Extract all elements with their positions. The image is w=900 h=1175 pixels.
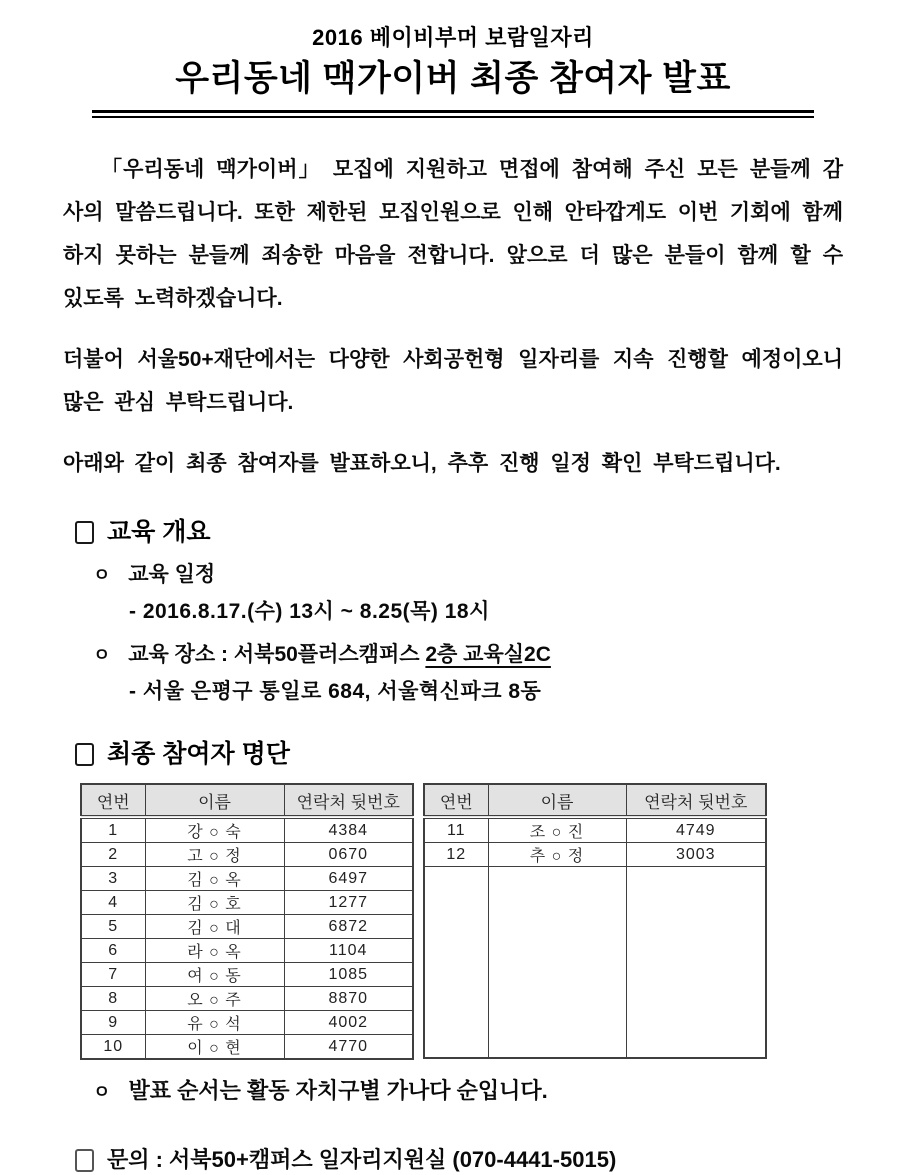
table-cell-no: 9 bbox=[81, 1011, 145, 1035]
circle-bullet-icon: ㅇ bbox=[93, 645, 111, 665]
table-row bbox=[81, 867, 413, 891]
column-header-name: 이름 bbox=[488, 784, 626, 817]
table-cell-no: 12 bbox=[424, 843, 488, 867]
edu-schedule-label: 교육 일정 bbox=[128, 563, 216, 586]
table-cell-name: 이 ○ 현 bbox=[145, 1035, 284, 1060]
participants-table-left bbox=[80, 783, 414, 1060]
column-header-no: 연번 bbox=[424, 784, 488, 817]
table-header-row bbox=[424, 784, 766, 817]
table-cell-name: 김 ○ 대 bbox=[145, 915, 284, 939]
edu-schedule-item bbox=[93, 560, 843, 590]
empty-rows-area bbox=[424, 867, 766, 1059]
title-divider-rule bbox=[92, 110, 814, 118]
table-cell-name: 추 ○ 정 bbox=[488, 843, 626, 867]
column-header-phone: 연락처 뒷번호 bbox=[626, 784, 766, 817]
table-cell-name: 고 ○ 정 bbox=[145, 843, 284, 867]
section-heading-edu-overview bbox=[75, 517, 843, 547]
checkbox-square-icon bbox=[75, 743, 94, 766]
table-cell-phone: 8870 bbox=[284, 987, 413, 1011]
paragraph-announcement: 아래와 같이 최종 참여자를 발표하오니, 추후 진행 일정 확인 부탁드립니다. bbox=[63, 452, 781, 475]
edu-location-label: 교육 장소 : 서북50플러스캠퍼스 bbox=[128, 643, 420, 666]
table-cell-phone: 1085 bbox=[284, 963, 413, 987]
table-cell-name: 김 ○ 호 bbox=[145, 891, 284, 915]
table-cell-name: 오 ○ 주 bbox=[145, 987, 284, 1011]
table-cell-no: 1 bbox=[81, 817, 145, 843]
participants-table-right bbox=[423, 783, 767, 1059]
table-cell-phone: 0670 bbox=[284, 843, 413, 867]
table-cell-no: 11 bbox=[424, 817, 488, 843]
table-cell-phone: 1104 bbox=[284, 939, 413, 963]
note-text: 발표 순서는 활동 자치구별 가나다 순입니다. bbox=[128, 1078, 548, 1103]
participants-tables bbox=[80, 783, 843, 1060]
edu-location-item bbox=[93, 640, 843, 670]
document-subtitle: 2016 베이비부머 보람일자리 bbox=[312, 25, 594, 50]
table-cell-phone: 6497 bbox=[284, 867, 413, 891]
table-cell-phone: 4749 bbox=[626, 817, 766, 843]
table-row bbox=[81, 1011, 413, 1035]
empty-cell bbox=[626, 867, 766, 1059]
table-cell-name: 김 ○ 옥 bbox=[145, 867, 284, 891]
table-row bbox=[81, 843, 413, 867]
edu-location-detail: - 서울 은평구 통일로 684, 서울혁신파크 8동 bbox=[129, 680, 542, 703]
table-row bbox=[81, 891, 413, 915]
table-cell-no: 7 bbox=[81, 963, 145, 987]
table-cell-name: 조 ○ 진 bbox=[488, 817, 626, 843]
checkbox-square-icon bbox=[75, 521, 94, 544]
table-cell-phone: 3003 bbox=[626, 843, 766, 867]
table-row bbox=[424, 817, 766, 843]
empty-cell bbox=[488, 867, 626, 1059]
table-row bbox=[81, 939, 413, 963]
section-heading-label: 교육 개요 bbox=[107, 518, 211, 546]
table-cell-name: 여 ○ 동 bbox=[145, 963, 284, 987]
section-heading-participants bbox=[75, 739, 843, 769]
table-cell-phone: 4384 bbox=[284, 817, 413, 843]
table-cell-no: 3 bbox=[81, 867, 145, 891]
table-header-row bbox=[81, 784, 413, 817]
table-row bbox=[424, 843, 766, 867]
table-cell-name: 유 ○ 석 bbox=[145, 1011, 284, 1035]
edu-schedule-detail: - 2016.8.17.(수) 13시 ~ 8.25(목) 18시 bbox=[129, 600, 490, 623]
table-cell-no: 8 bbox=[81, 987, 145, 1011]
table-cell-phone: 4002 bbox=[284, 1011, 413, 1035]
table-cell-phone: 1277 bbox=[284, 891, 413, 915]
table-cell-no: 5 bbox=[81, 915, 145, 939]
table-cell-no: 2 bbox=[81, 843, 145, 867]
column-header-no: 연번 bbox=[81, 784, 145, 817]
page-title: 우리동네 맥가이버 최종 참여자 발표 bbox=[175, 59, 731, 98]
circle-bullet-icon: ㅇ bbox=[93, 565, 111, 585]
announcement-order-note bbox=[93, 1076, 843, 1107]
table-cell-name: 강 ○ 숙 bbox=[145, 817, 284, 843]
column-header-phone: 연락처 뒷번호 bbox=[284, 784, 413, 817]
table-row bbox=[81, 987, 413, 1011]
edu-location-room-underlined: 2층 교육실2C bbox=[425, 643, 551, 666]
table-cell-phone: 4770 bbox=[284, 1035, 413, 1060]
table-cell-no: 4 bbox=[81, 891, 145, 915]
empty-cell bbox=[424, 867, 488, 1059]
contact-footer bbox=[75, 1145, 843, 1175]
table-cell-no: 6 bbox=[81, 939, 145, 963]
table-cell-no: 10 bbox=[81, 1035, 145, 1060]
table-row bbox=[81, 915, 413, 939]
paragraph-foundation: 더불어 서울50+재단에서는 다양한 사회공헌형 일자리를 지속 진행할 예정이오니 많은 관심 부탁드립니다. bbox=[63, 348, 843, 414]
circle-bullet-icon: ㅇ bbox=[93, 1082, 111, 1102]
table-cell-name: 라 ○ 옥 bbox=[145, 939, 284, 963]
table-cell-phone: 6872 bbox=[284, 915, 413, 939]
table-row bbox=[81, 1035, 413, 1060]
table-row bbox=[81, 963, 413, 987]
section-heading-label: 최종 참여자 명단 bbox=[107, 740, 290, 768]
column-header-name: 이름 bbox=[145, 784, 284, 817]
paragraph-thanks: 「우리동네 맥가이버」 모집에 지원하고 면접에 참여해 주신 모든 분들께 감사의 말씀드립니다. 또한 제한된 모집인원으로 인해 안타깝게도 이번 기회에 함께하지 못하는 분들께 죄송한 마음을 전합니다. 앞으로 더 많은 분들이 함께 할 수 있도록 노력하겠습니다. bbox=[63, 158, 843, 310]
empty-row bbox=[424, 867, 766, 1059]
contact-text: 문의 : 서북50+캠퍼스 일자리지원실 (070-4441-5015) bbox=[107, 1147, 617, 1172]
table-row bbox=[81, 817, 413, 843]
checkbox-square-icon bbox=[75, 1149, 94, 1172]
